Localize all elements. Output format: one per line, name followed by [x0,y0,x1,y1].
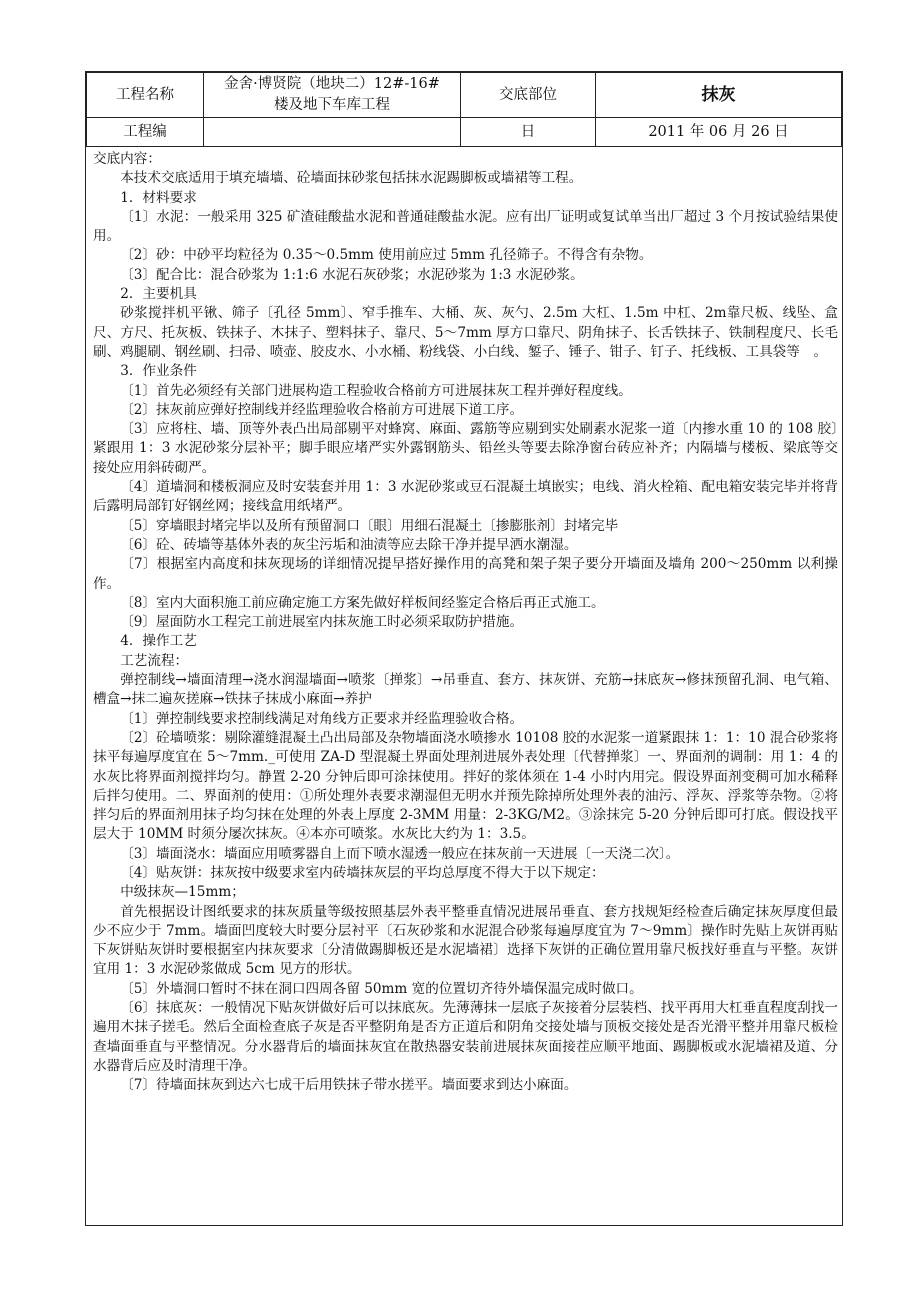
paragraph: 首先根据设计图纸要求的抹灰质量等级按照基层外表平整垂直情况进展吊垂直、套方找规矩经检查后确定抹灰厚度但最少不应少于 7mm。墙面凹度较大时要分层衬平〔石灰砂浆和水泥混合砂浆每遍厚度宜为 7～9mm〕操作时先贴上灰饼再贴下灰饼贴灰饼时要根据室内抹灰要求〔分清做踢脚板还是水泥墙裙〕选择下灰饼的正确位置用靠尺板找好垂直与平整。灰饼宜用 1：3 水泥砂浆做成 5cm 见方的形状。 [93,903,838,978]
location-label: 交底部位 [461,73,596,118]
section-heading: 2．主要机具 [120,286,197,303]
paragraph: 〔3〕配合比：混合砂浆为 1:1:6 水泥石灰砂浆；水泥砂浆为 1:3 水泥砂浆。 [120,266,584,283]
paragraph: 〔2〕抹灰前应弹好控制线并经监理验收合格前方可进展下道工序。 [120,401,524,418]
project-name-value [204,73,461,118]
project-no-value [204,118,461,147]
project-name-label: 工程名称 [87,73,204,118]
paragraph: 〔9〕屋面防水工程完工前进展室内抹灰施工时必须采取防护措施。 [120,614,524,631]
paragraph: 〔7〕待墙面抹灰到达六七成干后用铁抹子带水搓平。墙面要求到达小麻面。 [120,1077,578,1094]
disclosure-sheet [85,71,843,1226]
section-heading: 3．作业条件 [120,363,197,380]
paragraph: 〔6〕抹底灰：一般情况下贴灰饼做好后可以抹底灰。先薄薄抹一层底子灰接着分层装档、找平再用大杠垂直程度刮找一遍用木抹子搓毛。然后全面检查底子灰是否平整阴角是否方正道后和阴角交接处墙与顶板交接处是否光滑平整并用靠尺板检查墙面垂直与平整情况。分水器背后的墙面抹灰宜在散热器安装前进展抹灰面接茬应顺平地面、踢脚板或水泥墙裙及道、分水器背后应及时清理干净。 [93,1000,838,1074]
date-value: 2011 年 06 月 26 日 [596,118,842,147]
project-no-label: 工程编 [87,118,204,147]
paragraph: 〔6〕砼、砖墙等基体外表的灰尘污垢和油渍等应去除干净并提早洒水潮湿。 [120,536,578,553]
paragraph: 工艺流程： [120,652,189,669]
paragraph: 弹控制线→墙面清理→浇水润湿墙面→喷浆〔掸浆〕→吊垂直、套方、抹灰饼、充筋→抹底灰→修抹预留孔洞、电气箱、槽盒→抹二遍灰搓麻→铁抹子抹成小麻面→养护 [93,672,838,708]
section-heading: 4．操作工艺 [120,633,197,650]
paragraph: 〔2〕砼墙喷浆：剔除灌缝混凝土凸出局部及杂物墙面浇水喷掺水 10108 胶的水泥浆一道紧跟抹 1：1：10 混合砂浆将抹平每遍厚度宜在 5～7mm._可使用 ZA-D 型混凝土界面处理剂进展外表处理〔代替掸浆〕一、界面剂的调制：用 1：4 的水灰比将界面剂搅拌均匀。静置 2-20 分钟后即可涂抹使用。拌好的浆体须在 1-4 小时内用完。假设界面剂变稠可加水稀释后拌匀使用。二、界面剂的使用：①所处理外表要求潮湿但无明水并预先除掉所处理外表的油污、浮灰、浮浆等杂物。②将拌匀后的界面剂用抹子均匀抹在处理的外表上厚度 2-3MM 用量：2-3KG/M2。③涂抹完 5-20 分钟后即可打底。假设找平层大于 10MM 时须分屡次抹灰。④本亦可喷浆。水灰比大约为 1：3.5。 [93,729,838,843]
paragraph: 〔1〕弹控制线要求控制线满足对角线方正要求并经监理验收合格。 [120,710,524,727]
paragraph: 中级抹灰—15mm； [120,884,245,901]
date-label: 日 [461,118,596,147]
paragraph: 〔5〕外墙洞口暂时不抹在洞口四周各留 50mm 宽的位置切齐待外墙保温完成时做口。 [120,980,643,997]
paragraph: 〔1〕水泥：一般采用 325 矿渣硅酸盐水泥和普通硅酸盐水泥。应有出厂证明或复试单当出厂超过 3 个月按试验结果使用。 [93,208,838,245]
paragraph: 〔1〕首先必须经有关部门进展构造工程验收合格前方可进展抹灰工程并弹好程度线。 [120,382,632,399]
paragraph: 〔5〕穿墙眼封堵完毕以及所有预留洞口〔眼〕用细石混凝土〔掺膨胀剂〕封堵完毕 [120,517,619,534]
location-value-title: 抹灰 [596,73,842,118]
paragraph: 砂浆搅拌机平锹、筛子〔孔径 5mm〕、窄手推车、大桶、灰、灰勺、2.5m 大杠、1.5m 中杠、2m靠尺板、线坠、盒尺、方尺、托灰板、铁抹子、木抹子、塑料抹子、靠尺、5～7mm 厚方口靠尺、阴角抹子、长舌铁抹子、铁制程度尺、长毛刷、鸡腿刷、钢丝刷、扫帚、喷壶、胶皮水、小水桶、粉线袋、小白线、錾子、锤子、钳子、钉子、托线板、工具袋等 。 [93,305,838,360]
paragraph: 本技术交底适用于填充墙墙、砼墙面抹砂浆包括抹水泥踢脚板或墙裙等工程。 [120,170,583,187]
content-heading: 交底内容： [93,151,161,167]
paragraph: 〔4〕贴灰饼：抹灰按中级要求室内砖墙抹灰层的平均总厚度不得大于以下规定： [120,864,605,881]
content-body [86,147,842,1096]
project-name-line1: 金舍·博贤院（地块二）12#-16# [224,76,440,92]
paragraph: 〔3〕应将柱、墙、顶等外表凸出局部剔平对蜂窝、麻面、露筋等应剔到实处刷素水泥浆一道〔内掺水重 10 的 108 胶〕紧跟用 1：3 水泥砂浆分层补平；脚手眼应堵严实外露钢筋头、铅丝头等要去除净窗台砖应补齐；内隔墙与楼板、梁底等交接处应用斜砖砌严。 [93,421,838,476]
section-heading: 1．材料要求 [120,189,197,206]
paragraph: 〔3〕墙面浇水：墙面应用喷雾器自上而下喷水湿透一般应在抹灰前一天进展〔一天浇二次〕。 [120,845,680,862]
paragraph: 〔7〕根据室内高度和抹灰现场的详细情况提早搭好操作用的高凳和架子架子要分开墙面及墙角 200～250mm 以利操作。 [93,556,838,592]
project-name-line2: 楼及地下车库工程 [274,97,390,113]
paragraph: 〔8〕室内大面积施工前应确定施工方案先做好样板间经鉴定合格后再正式施工。 [120,594,605,611]
paragraph: 〔4〕道墙洞和楼板洞应及时安装套并用 1：3 水泥砂浆或豆石混凝土填嵌实；电线、消火栓箱、配电箱安装完毕并将背后露明局部钉好钢丝网；接线盒用纸堵严。 [93,479,838,515]
header-table [86,72,842,147]
paragraph: 〔2〕砂：中砂平均粒径为 0.35～0.5mm 使用前应过 5mm 孔径筛子。不得含有杂物。 [120,247,653,264]
